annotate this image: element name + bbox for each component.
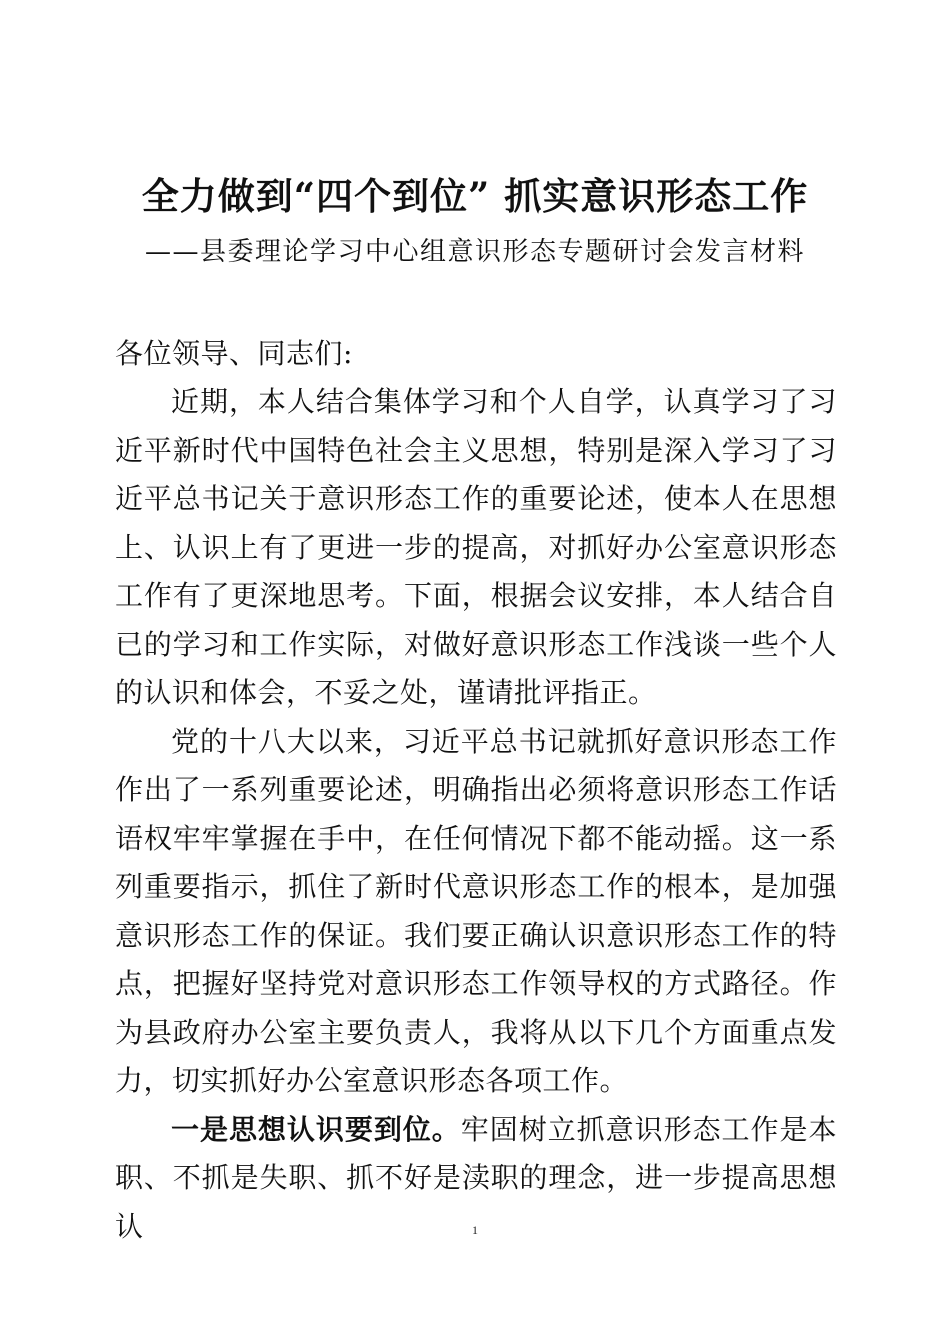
page-number: 1 [472, 1223, 478, 1237]
paragraph-background [115, 718, 837, 1106]
salutation: 各位领导、同志们: [115, 337, 353, 370]
paragraph-lead: 一是思想认识要到位。 [171, 1112, 461, 1146]
document-body [115, 330, 837, 1251]
document-title: 全力做到“四个到位” 抓实意识形态工作 [141, 174, 809, 218]
paragraph-text: 党的十八大以来，习近平总书记就抓好意识形态工作作出了一系列重要论述，明确指出必须将意识形态工作话语权牢牢掌握在手中，在任何情况下都不能动摇。这一系列重要指示，抓住了新时代意识形态工作的根本，是加强意识形态工作的保证。我们要正确认识意识形态工作的特点，把握好坚持党对意识形态工作领导权的方式路径。作为县政府办公室主要负责人，我将从以下几个方面重点发力，切实抓好办公室意识形态各项工作。 [115, 724, 837, 1097]
paragraph-text: 牢固树立抓意识形态工作是本职、不抓是失职、抓不好是渎职的理念，进一步提高思想认 [115, 1112, 837, 1243]
document-subtitle: ——县委理论学习中心组意识形态专题研讨会发言材料 [144, 237, 805, 267]
paragraph-intro [115, 378, 837, 718]
paragraph-text: 近期，本人结合集体学习和个人自学，认真学习了习近平新时代中国特色社会主义思想，特别是深入学习了习近平总书记关于意识形态工作的重要论述，使本人在思想上、认识上有了更进一步的提高，对抓好办公室意识形态工作有了更深地思考。下面，根据会议安排，本人结合自已的学习和工作实际，对做好意识形态工作浅谈一些个人的认识和体会，不妥之处，谨请批评指正。 [115, 385, 837, 709]
